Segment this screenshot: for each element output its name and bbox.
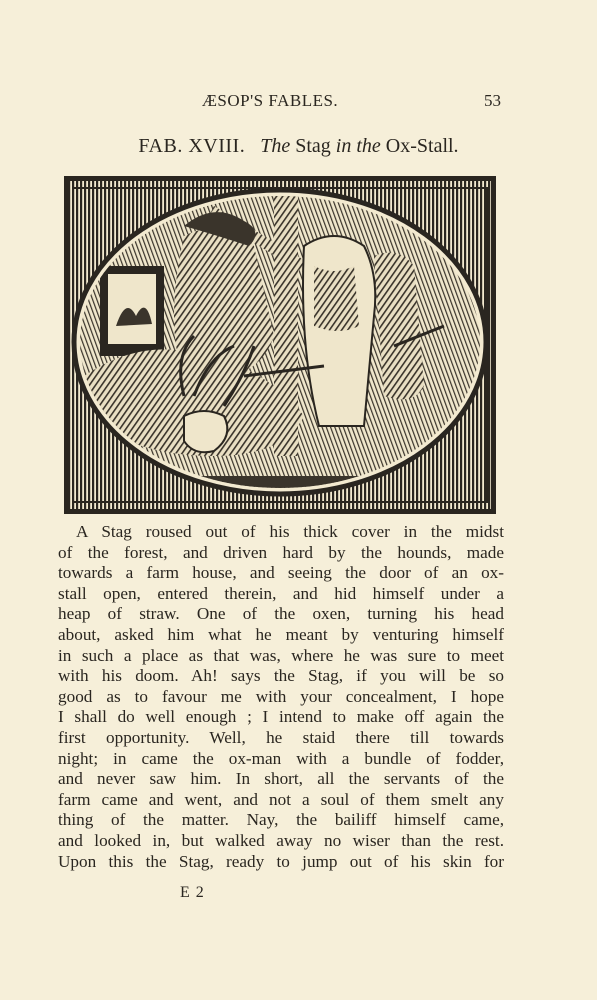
woodcut-illustration	[64, 176, 496, 514]
body-line: farm came and went, and not a soul of them smelt any	[58, 789, 504, 809]
fable-title-word-ox-stall: Ox-Stall.	[385, 135, 459, 157]
body-line: towards a farm house, and seeing the door of an ox-	[58, 563, 504, 583]
body-line: Upon this the Stag, ready to jump out of his skin for	[58, 851, 504, 871]
body-line: of the forest, and driven hard by the hounds, made	[58, 542, 504, 562]
fable-title-word-the: The	[260, 135, 291, 157]
body-line: in such a place as that was, where he was sure to meet	[58, 645, 504, 665]
body-line: thing of the matter. Nay, the bailiff himself came,	[58, 810, 504, 830]
fable-number: FAB. XVIII.	[138, 135, 246, 157]
page-number: 53	[484, 91, 501, 110]
body-line: heap of straw. One of the oxen, turning his head	[58, 604, 504, 624]
body-line: first opportunity. Well, he staid there till towards	[58, 727, 504, 747]
fable-heading	[0, 135, 597, 158]
body-line: good as to favour me with your concealment, I hope	[58, 686, 504, 706]
signature-mark: E 2	[180, 884, 205, 901]
running-head	[0, 89, 597, 113]
fable-body-text	[58, 522, 504, 872]
body-line: A Stag roused out of his thick cover in the midst	[76, 522, 504, 541]
fable-title-word-stag: Stag	[295, 135, 331, 157]
body-line: stall open, entered therein, and hid himself under a	[58, 583, 504, 603]
body-line: about, asked him what he meant by venturing himself	[58, 624, 504, 644]
body-line: I shall do well enough ; I intend to make off again the	[58, 707, 504, 727]
body-line: and never saw him. In short, all the servants of the	[58, 769, 504, 789]
running-title: ÆSOP'S FABLES.	[201, 91, 339, 110]
body-line: and looked in, but walked away no wiser than the rest.	[58, 830, 504, 850]
body-line: night; in came the ox-man with a bundle of fodder,	[58, 748, 504, 768]
body-line: with his doom. Ah! says the Stag, if you will be so	[58, 666, 504, 686]
fable-title-word-in-the: in the	[335, 135, 381, 157]
